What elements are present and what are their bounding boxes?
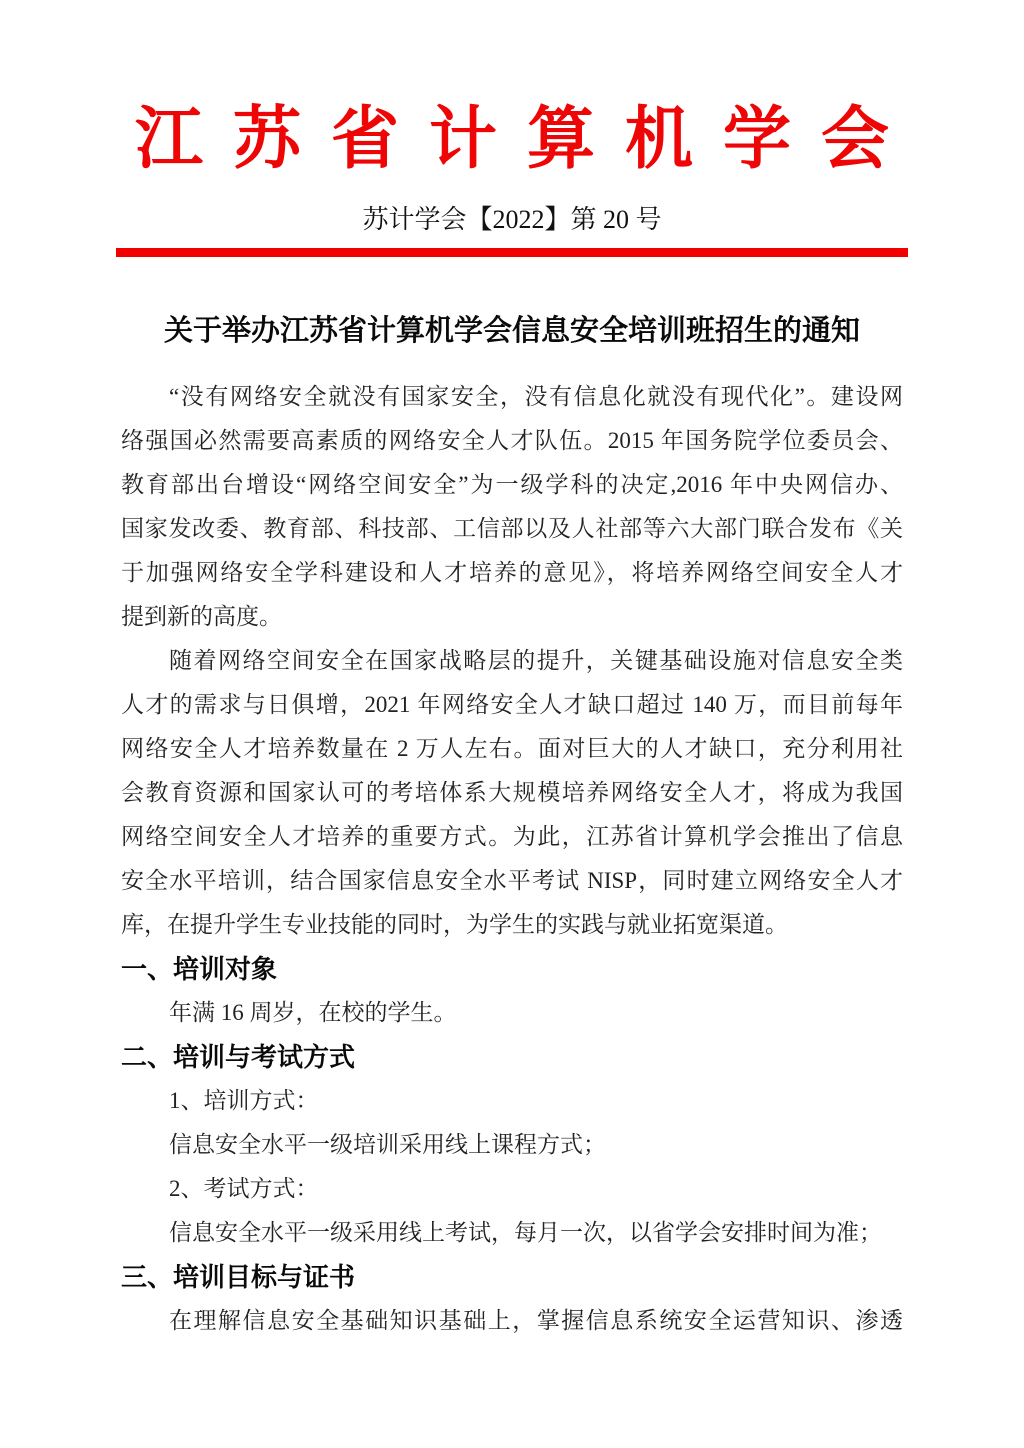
- body-line: 随着网络空间安全在国家战略层的提升，关键基础设施对信息安全类: [169, 648, 903, 673]
- body-line: 2、考试方式：: [169, 1176, 319, 1201]
- body-line: 会教育资源和国家认可的考培体系大规模培养网络安全人才，将成为我国: [121, 780, 903, 805]
- document-body: [121, 375, 903, 1343]
- body-line: 教育部出台增设“网络空间安全”为一级学科的决定,2016 年中央网信办、: [121, 472, 903, 497]
- body-line: 1、培训方式：: [169, 1088, 319, 1113]
- body-line: 在理解信息安全基础知识基础上，掌握信息系统安全运营知识、渗透: [169, 1308, 903, 1333]
- body-line: 网络空间安全人才培养的重要方式。为此，江苏省计算机学会推出了信息: [121, 824, 903, 849]
- body-line: 于加强网络安全学科建设和人才培养的意见》，将培养网络空间安全人才: [121, 560, 903, 585]
- body-line: 信息安全水平一级采用线上考试，每月一次，以省学会安排时间为准；: [169, 1220, 882, 1245]
- org-name: 江苏省计算机学会: [134, 101, 919, 177]
- body-line: 人才的需求与日俱增，2021 年网络安全人才缺口超过 140 万，而目前每年: [121, 692, 903, 717]
- section-heading: 二、培训与考试方式: [121, 1042, 356, 1072]
- doc-number: 苏计学会【2022】第 20 号: [362, 205, 662, 234]
- body-line: 库，在提升学生专业技能的同时，为学生的实践与就业拓宽渠道。: [121, 912, 788, 937]
- section-heading: 一、培训对象: [121, 954, 278, 984]
- body-line: 国家发改委、教育部、科技部、工信部以及人社部等六大部门联合发布《关: [121, 516, 903, 541]
- red-divider: [116, 248, 908, 257]
- body-line: 网络安全人才培养数量在 2 万人左右。面对巨大的人才缺口，充分利用社: [121, 736, 903, 761]
- body-line: 络强国必然需要高素质的网络安全人才队伍。2015 年国务院学位委员会、: [121, 428, 903, 453]
- body-line: 信息安全水平一级培训采用线上课程方式；: [169, 1132, 606, 1157]
- body-line: 年满 16 周岁，在校的学生。: [169, 1000, 457, 1025]
- body-line: 提到新的高度。: [121, 604, 282, 629]
- section-heading: 三、培训目标与证书: [121, 1262, 356, 1292]
- body-line: “没有网络安全就没有国家安全，没有信息化就没有现代化”。建设网: [169, 384, 903, 409]
- body-line: 安全水平培训，结合国家信息安全水平考试 NISP，同时建立网络安全人才: [121, 868, 903, 893]
- document-title: 关于举办江苏省计算机学会信息安全培训班招生的通知: [163, 315, 860, 347]
